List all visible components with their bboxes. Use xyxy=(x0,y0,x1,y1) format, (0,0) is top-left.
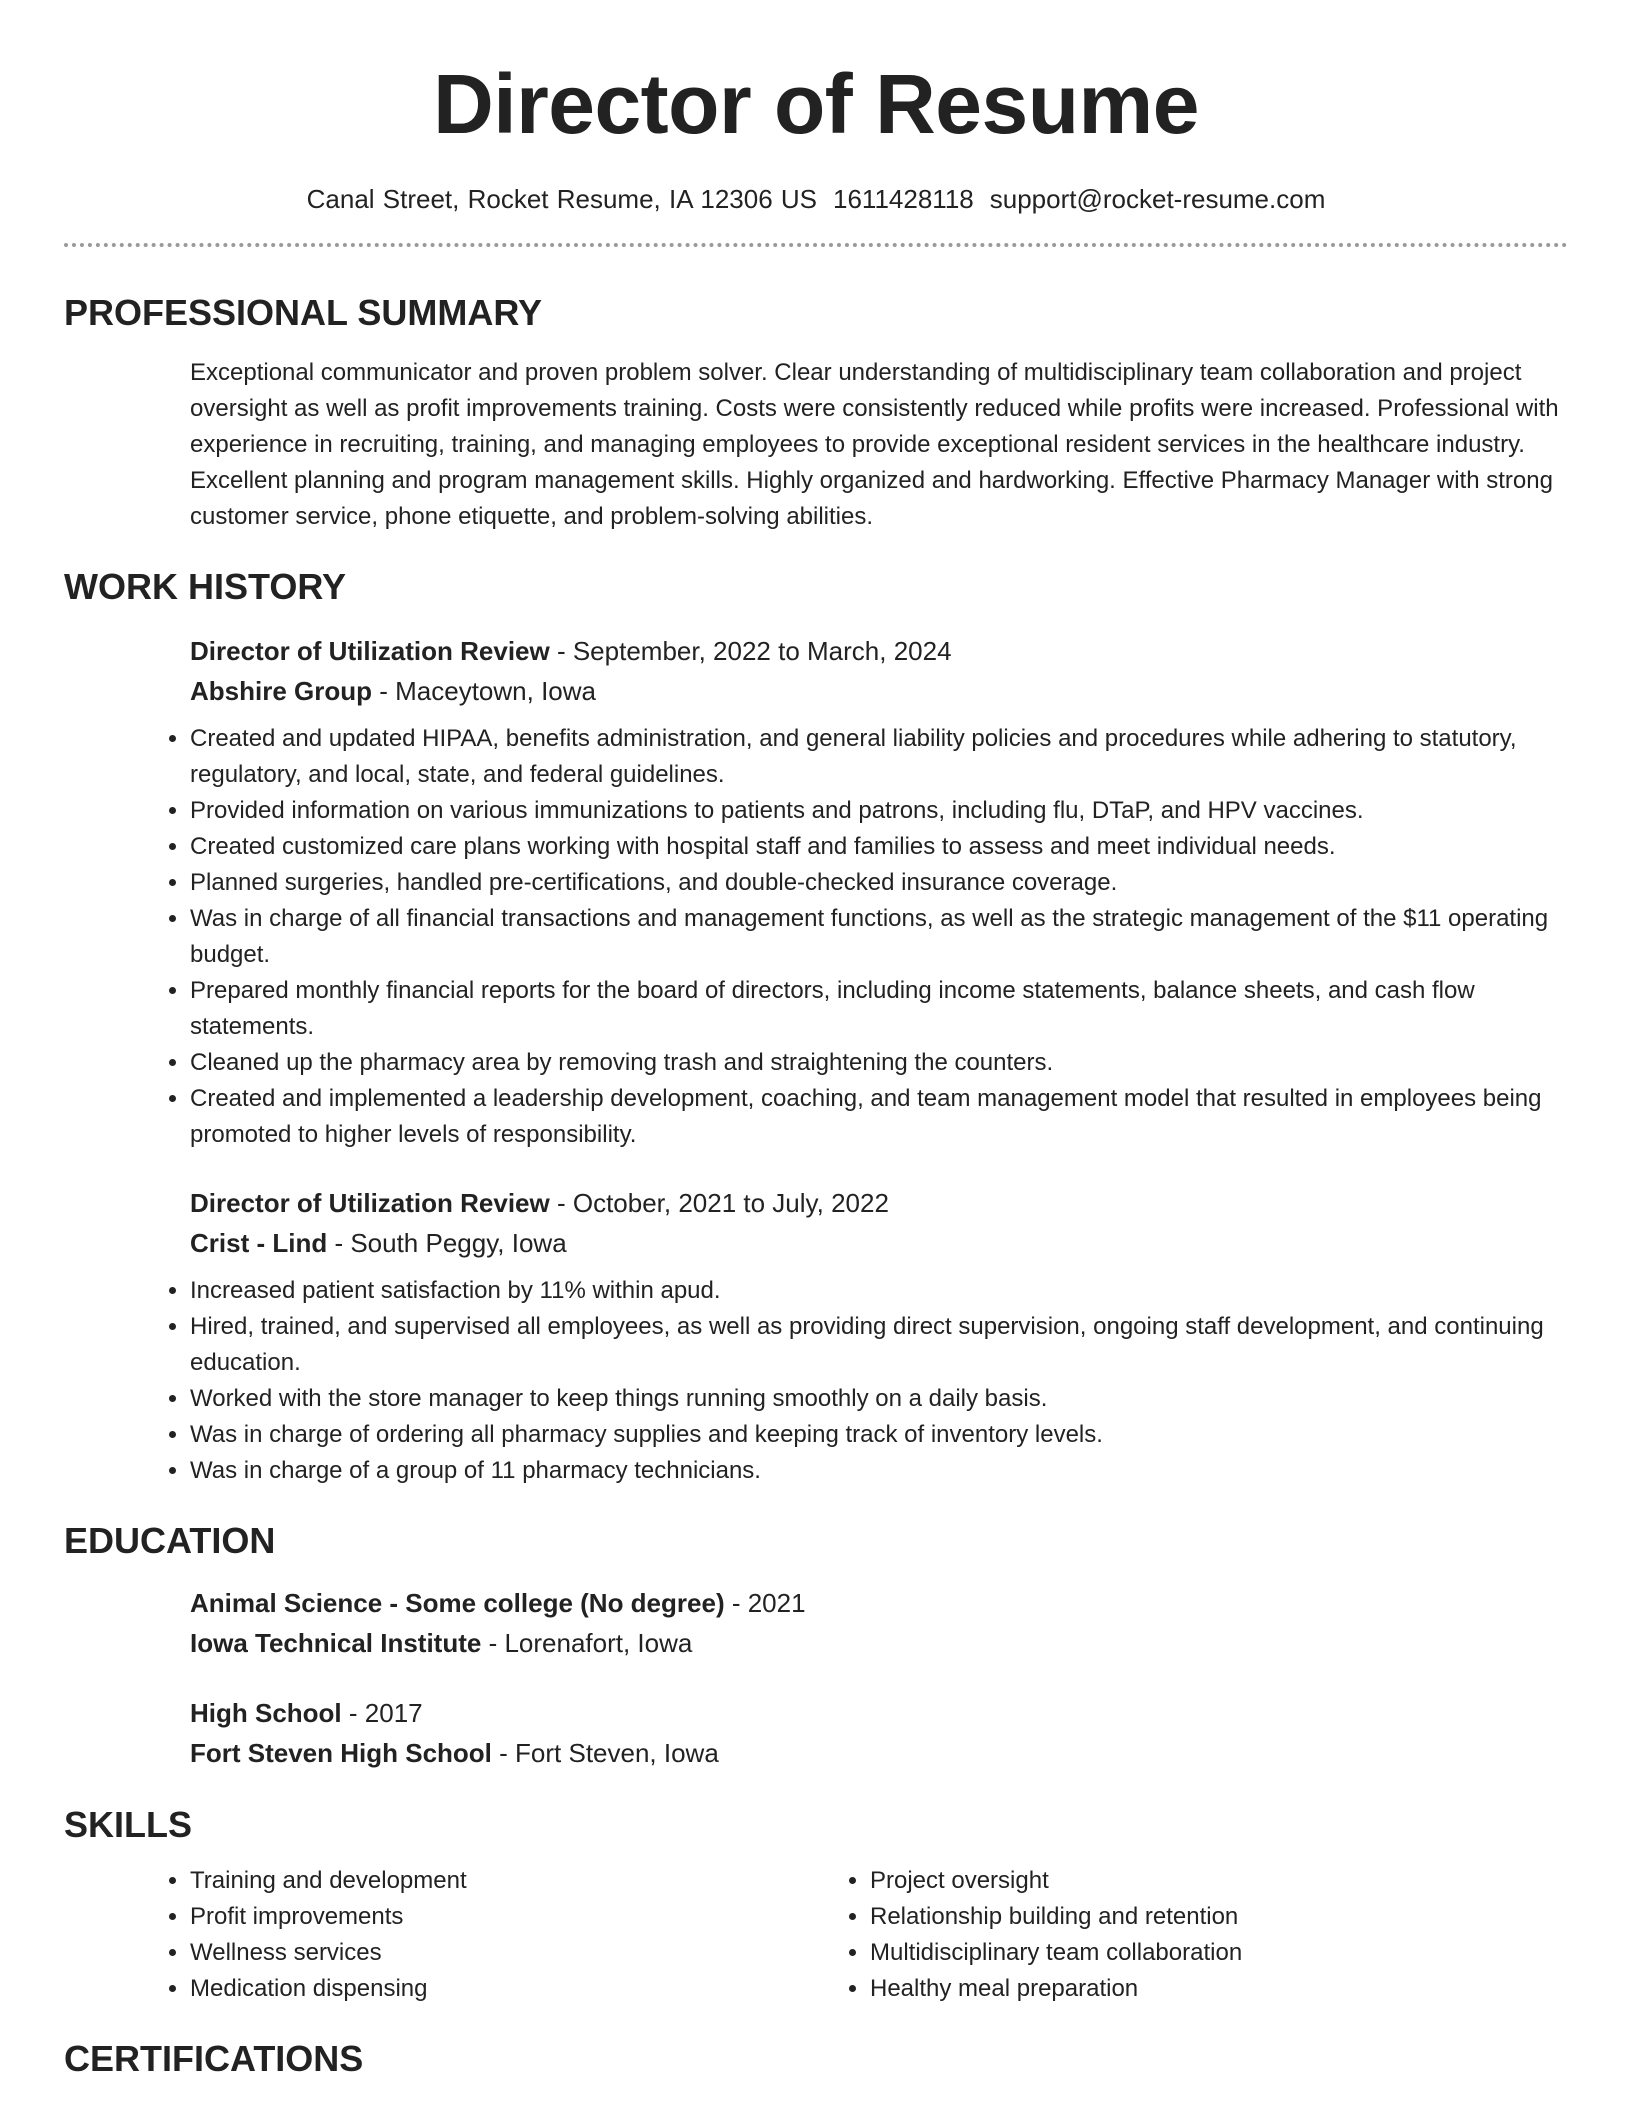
school-location: - Lorenafort, Iowa xyxy=(481,1628,693,1658)
job-entry xyxy=(190,631,1568,1153)
job-role-line xyxy=(190,1183,1568,1223)
list-item: • Medication dispensing xyxy=(190,1971,826,2007)
school: Iowa Technical Institute xyxy=(190,1628,482,1658)
degree-line xyxy=(190,1583,1568,1623)
list-item: • Profit improvements xyxy=(190,1899,826,1935)
job-company: Crist - Lind xyxy=(190,1228,328,1258)
resume-page xyxy=(64,0,1568,2077)
list-item: • Relationship building and retention xyxy=(870,1899,1506,1935)
degree-year: - 2021 xyxy=(724,1588,806,1618)
job-location: - Maceytown, Iowa xyxy=(372,676,596,706)
job-company-line xyxy=(190,671,1568,711)
list-item: • Was in charge of ordering all pharmacy supplies and keeping track of inventory levels. xyxy=(190,1417,1590,1453)
degree-year: - 2017 xyxy=(341,1698,423,1728)
school: Fort Steven High School xyxy=(190,1738,492,1768)
work-section xyxy=(64,566,1568,1489)
job-company: Abshire Group xyxy=(190,676,373,706)
education-entry xyxy=(190,1693,1568,1773)
school-line xyxy=(190,1623,1568,1663)
contact-email[interactable]: support@rocket-resume.com xyxy=(989,184,1326,214)
header-divider xyxy=(64,243,1568,247)
certifications-section xyxy=(64,2038,1568,2079)
list-item: • Multidisciplinary team collaboration xyxy=(870,1935,1506,1971)
skills-list-right xyxy=(826,1863,1506,2007)
summary-title: PROFESSIONAL SUMMARY xyxy=(64,292,543,333)
skills-grid xyxy=(146,1863,1568,2007)
job-bullets xyxy=(146,721,1590,1153)
education-title: EDUCATION xyxy=(64,1520,276,1561)
job-dates: - September, 2022 to March, 2024 xyxy=(549,636,952,666)
job-entry xyxy=(190,1183,1568,1489)
list-item: • Was in charge of all financial transactions and management functions, as well as the strategic management of the $11 operating budget. xyxy=(190,901,1590,973)
job-role: Director of Utilization Review xyxy=(190,1188,550,1218)
list-item: • Wellness services xyxy=(190,1935,826,1971)
list-item: • Hired, trained, and supervised all employees, as well as providing direct supervision, ongoing staff development, and continuing education. xyxy=(190,1309,1590,1381)
school-line xyxy=(190,1733,1568,1773)
list-item: • Worked with the store manager to keep things running smoothly on a daily basis. xyxy=(190,1381,1590,1417)
list-item: • Planned surgeries, handled pre-certifications, and double-checked insurance coverage. xyxy=(190,865,1590,901)
list-item: • Was in charge of a group of 11 pharmacy technicians. xyxy=(190,1453,1590,1489)
list-item: • Cleaned up the pharmacy area by removing trash and straightening the counters. xyxy=(190,1045,1590,1081)
job-dates: - October, 2021 to July, 2022 xyxy=(549,1188,889,1218)
degree: Animal Science - Some college (No degree) xyxy=(190,1588,725,1618)
list-item: • Created customized care plans working with hospital staff and families to assess and meet individual needs. xyxy=(190,829,1590,865)
list-item: • Training and development xyxy=(190,1863,826,1899)
job-bullets xyxy=(146,1273,1590,1489)
skills-section xyxy=(64,1804,1568,2007)
contact-phone: 1611428118 xyxy=(833,184,974,214)
list-item: • Healthy meal preparation xyxy=(870,1971,1506,2007)
list-item: • Increased patient satisfaction by 11% within apud. xyxy=(190,1273,1590,1309)
list-item: • Created and updated HIPAA, benefits administration, and general liability policies and procedures while adhering to statutory, regulatory, and local, state, and federal guidelines. xyxy=(190,721,1590,793)
job-location: - South Peggy, Iowa xyxy=(327,1228,567,1258)
degree: High School xyxy=(190,1698,342,1728)
skills-title: SKILLS xyxy=(64,1804,193,1845)
job-company-line xyxy=(190,1223,1568,1263)
summary-section xyxy=(64,292,1568,535)
degree-line xyxy=(190,1693,1568,1733)
contact-address: Canal Street, Rocket Resume, IA 12306 US xyxy=(306,184,817,214)
job-role-line xyxy=(190,631,1568,671)
school-location: - Fort Steven, Iowa xyxy=(491,1738,719,1768)
work-title: WORK HISTORY xyxy=(64,566,347,607)
job-role: Director of Utilization Review xyxy=(190,636,550,666)
list-item: • Project oversight xyxy=(870,1863,1506,1899)
list-item: • Prepared monthly financial reports for the board of directors, including income statements, balance sheets, and cash flow statements. xyxy=(190,973,1590,1045)
list-item: • Provided information on various immunizations to patients and patrons, including flu, DTaP, and HPV vaccines. xyxy=(190,793,1590,829)
skills-list-left xyxy=(146,1863,826,2007)
summary-text: Exceptional communicator and proven problem solver. Clear understanding of multidisciplinary team collaboration and project oversight as well as profit improvements training. Costs were consistently reduced while profits were increased. Professional with experience in recruiting, training, and managing employees to provide exceptional resident services in the healthcare industry. Excellent planning and program management skills. Highly organized and hardworking. Effective Pharmacy Manager with strong customer service, phone etiquette, and problem-solving abilities. xyxy=(190,359,1559,530)
certifications-title: CERTIFICATIONS xyxy=(64,2038,364,2079)
education-section xyxy=(64,1520,1568,1773)
list-item: • Created and implemented a leadership development, coaching, and team management model that resulted in employees being promoted to higher levels of responsibility. xyxy=(190,1081,1590,1153)
resume-name: Director of Resume xyxy=(433,57,1199,151)
contact-line xyxy=(64,184,1568,215)
education-entry xyxy=(190,1583,1568,1663)
